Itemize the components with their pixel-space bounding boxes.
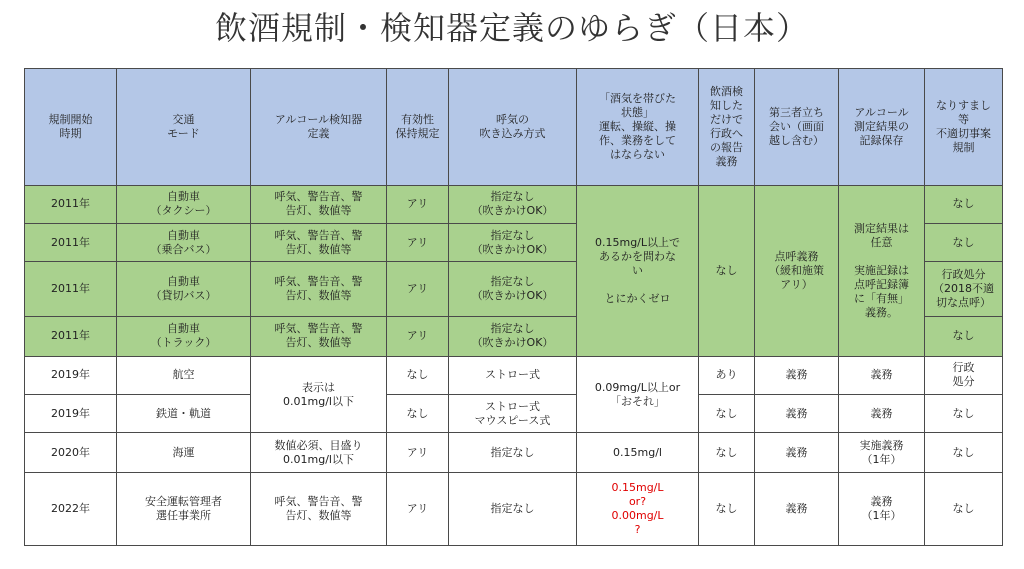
cell-spoof: なし (925, 395, 1003, 433)
cell-mode: 安全運転管理者 選任事業所 (117, 473, 251, 546)
cell-record: 実施義務 （1年） (839, 433, 925, 473)
cell-witness: 義務 (755, 433, 839, 473)
header-period: 規制開始 時期 (25, 69, 117, 186)
table-row (25, 356, 1003, 394)
header-record: アルコール 測定結果の 記録保存 (839, 69, 925, 186)
header-detector: アルコール検知器 定義 (251, 69, 387, 186)
table-row (25, 185, 1003, 223)
cell-spoof: なし (925, 185, 1003, 223)
header-alcohol: 「酒気を帯びた 状態」 運転、操縦、操 作、業務をして はならない (577, 69, 699, 186)
table-row (25, 433, 1003, 473)
cell-detector: 呼気、警告音、警 告灯、数値等 (251, 316, 387, 356)
regulation-table (24, 68, 1003, 546)
table-row (25, 473, 1003, 546)
header-row (25, 69, 1003, 186)
cell-alcohol-red: 0.15mg/L or? 0.00mg/L ? (577, 473, 699, 546)
cell-record: 義務 （1年） (839, 473, 925, 546)
header-mode: 交通 モード (117, 69, 251, 186)
page-title: 飲酒規制・検知器定義のゆらぎ（日本） (214, 9, 809, 47)
cell-report: なし (699, 473, 755, 546)
cell-period: 2011年 (25, 185, 117, 223)
cell-mode: 航空 (117, 356, 251, 394)
cell-mode: 自動車 （トラック） (117, 316, 251, 356)
cell-alcohol: 0.15mg/l (577, 433, 699, 473)
cell-report-auto: なし (699, 185, 755, 356)
cell-period: 2019年 (25, 395, 117, 433)
cell-record-auto: 測定結果は 任意 実施記録は 点呼記録簿 に「有無」 義務。 (839, 185, 925, 356)
cell-witness-auto: 点呼義務 （緩和施策 アリ） (755, 185, 839, 356)
cell-detector: 数値必須、目盛り 0.01mg/l以下 (251, 433, 387, 473)
cell-period: 2011年 (25, 262, 117, 316)
cell-spoof: 行政 処分 (925, 356, 1003, 394)
cell-mode: 自動車 （乗合バス） (117, 223, 251, 261)
cell-report: あり (699, 356, 755, 394)
cell-witness: 義務 (755, 356, 839, 394)
cell-blow: 指定なし (449, 473, 577, 546)
cell-validity: なし (387, 356, 449, 394)
cell-detector: 呼気、警告音、警 告灯、数値等 (251, 473, 387, 546)
cell-mode: 鉄道・軌道 (117, 395, 251, 433)
cell-witness: 義務 (755, 473, 839, 546)
cell-spoof: なし (925, 223, 1003, 261)
header-validity: 有効性 保持規定 (387, 69, 449, 186)
cell-detector-airrail: 表示は 0.01mg/l以下 (251, 356, 387, 432)
cell-alcohol-airrail: 0.09mg/L以上or 「おそれ」 (577, 356, 699, 432)
cell-mode: 自動車 （タクシー） (117, 185, 251, 223)
cell-blow: ストロー式 (449, 356, 577, 394)
cell-spoof: なし (925, 433, 1003, 473)
cell-validity: アリ (387, 473, 449, 546)
cell-record: 義務 (839, 395, 925, 433)
cell-blow: 指定なし (449, 433, 577, 473)
cell-validity: アリ (387, 262, 449, 316)
cell-validity: アリ (387, 223, 449, 261)
cell-spoof: なし (925, 316, 1003, 356)
cell-witness: 義務 (755, 395, 839, 433)
cell-blow: 指定なし （吹きかけOK） (449, 185, 577, 223)
header-witness: 第三者立ち 会い（画面 越し含む） (755, 69, 839, 186)
cell-alcohol-auto: 0.15mg/L以上で あるかを問わな い とにかくゼロ (577, 185, 699, 356)
cell-spoof: なし (925, 473, 1003, 546)
cell-report: なし (699, 395, 755, 433)
cell-blow: 指定なし （吹きかけOK） (449, 262, 577, 316)
cell-period: 2019年 (25, 356, 117, 394)
cell-validity: なし (387, 395, 449, 433)
cell-period: 2020年 (25, 433, 117, 473)
cell-validity: アリ (387, 433, 449, 473)
cell-mode: 自動車 （貸切バス） (117, 262, 251, 316)
header-spoof: なりすまし 等 不適切事案 規制 (925, 69, 1003, 186)
cell-detector: 呼気、警告音、警 告灯、数値等 (251, 262, 387, 316)
cell-blow: ストロー式 マウスピース式 (449, 395, 577, 433)
cell-mode: 海運 (117, 433, 251, 473)
cell-blow: 指定なし （吹きかけOK） (449, 223, 577, 261)
cell-period: 2011年 (25, 223, 117, 261)
cell-period: 2011年 (25, 316, 117, 356)
cell-validity: アリ (387, 316, 449, 356)
cell-period: 2022年 (25, 473, 117, 546)
cell-spoof: 行政処分 （2018不適 切な点呼） (925, 262, 1003, 316)
cell-report: なし (699, 433, 755, 473)
cell-record: 義務 (839, 356, 925, 394)
cell-blow: 指定なし （吹きかけOK） (449, 316, 577, 356)
cell-detector: 呼気、警告音、警 告灯、数値等 (251, 223, 387, 261)
cell-validity: アリ (387, 185, 449, 223)
header-blow: 呼気の 吹き込み方式 (449, 69, 577, 186)
table-row (25, 395, 1003, 433)
header-report: 飲酒検 知した だけで 行政へ の報告 義務 (699, 69, 755, 186)
cell-detector: 呼気、警告音、警 告灯、数値等 (251, 185, 387, 223)
